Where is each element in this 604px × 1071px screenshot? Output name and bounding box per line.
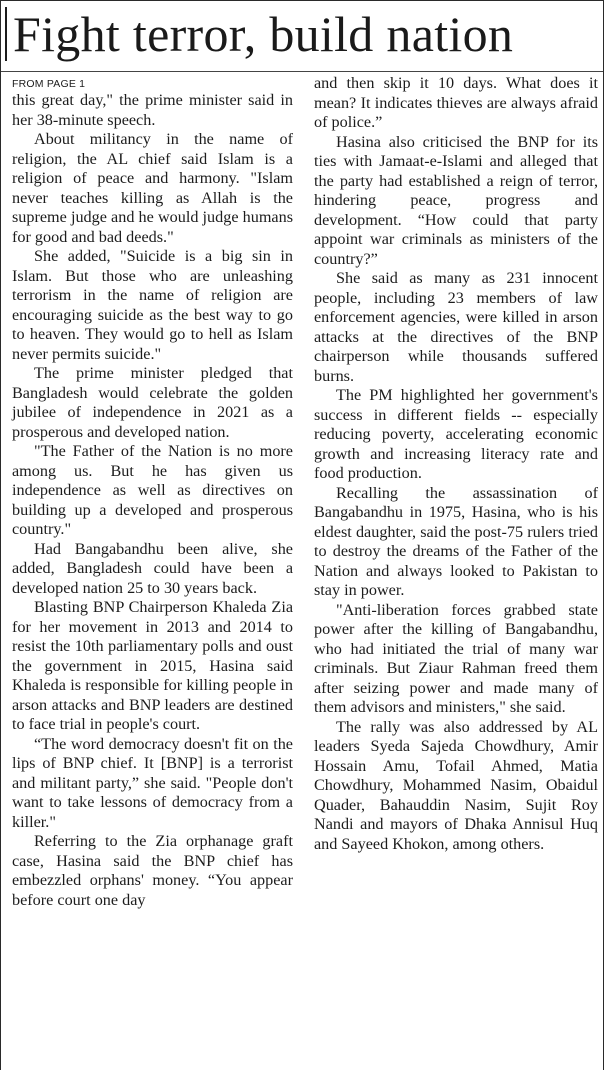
paragraph: She said as many as 231 innocent people, including 23 members of law enforcement agencies, were killed in arson attacks at the directives of the BNP chairperson while thousands suffered burns. — [314, 269, 598, 385]
paragraph: "Anti-liberation forces grabbed state power after the killing of Bangabandhu, who had initiated the trial of many war criminals. But Ziaur Rahman freed them after seizing power and made many of them advisors and ministers," she said. — [314, 600, 598, 716]
paragraph: “The word democracy doesn't fit on the lips of BNP chief. It [BNP] is a terrorist and militant party,” she said. "People don't want to take lessons of democracy from a killer." — [12, 734, 293, 831]
paragraph: Recalling the assassination of Bangabandhu in 1975, Hasina, who is his eldest daughter, said the post-75 rulers tried to destroy the dreams of the Father of the Nation and always looked to Pakistan to stay in power. — [314, 483, 598, 599]
paragraph: "The Father of the Nation is no more among us. But he has given us independence as well as directives on building up a developed and prosperous country." — [12, 442, 293, 538]
paragraph: The PM highlighted her government's success in different fields -- especially reducing poverty, accelerating economic growth and increasing literacy rate and food production. — [314, 386, 598, 482]
paragraph: Referring to the Zia orphanage graft case, Hasina said the BNP chief has embezzled orphans' money. “You appear before court one day — [12, 832, 293, 909]
article-body — [12, 74, 598, 910]
headline: Fight terror, build nation — [5, 7, 604, 61]
paragraph: She added, "Suicide is a big sin in Islam. But those who are unleashing terrorism in the name of religion are encouraging suicide as the best way to go to heaven. They would go to hell as Islam never permits suicide." — [12, 247, 293, 363]
paragraph: Blasting BNP Chairperson Khaleda Zia for her movement in 2013 and 2014 to resist the 10th parliamentary polls and oust the government in 2015, Hasina said Khaleda is responsible for killing people in arson attacks and BNP leaders are destined to face trial in people's court. — [12, 598, 293, 733]
right-column — [314, 74, 598, 910]
paragraph: Hasina also criticised the BNP for its ties with Jamaat-e-Islami and alleged that the party had established a reign of terror, hindering peace, progress and development. “How could that party appoint war criminals as ministers of the country?” — [314, 132, 598, 268]
paragraph: and then skip it 10 days. What does it mean? It indicates thieves are always afraid of police.” — [314, 74, 598, 131]
paragraph: The prime minister pledged that Bangladesh would celebrate the golden jubilee of independence in 2021 as a prosperous and developed nation. — [12, 364, 293, 441]
paragraph: About militancy in the name of religion, the AL chief said Islam is a religion of peace and harmony. "Islam never teaches killing as Allah is the supreme judge and he would judge humans for good and bad deeds." — [12, 130, 293, 246]
headline-rule — [1, 71, 603, 72]
paragraph: this great day," the prime minister said in her 38-minute speech. — [12, 91, 293, 129]
paragraph: The rally was also addressed by AL leaders Syeda Sajeda Chowdhury, Amir Hossain Amu, Tofail Ahmed, Matia Chowdhury, Mohammed Nasim, Obaidul Quader, Bahauddin Nasim, Sujit Roy Nandi and mayors of Dhaka Annisul Huq and Sayeed Khokon, among others. — [314, 717, 598, 853]
paragraph: Had Bangabandhu been alive, she added, Bangladesh could have been a developed nation 25 to 30 years back. — [12, 539, 293, 597]
dateline: FROM PAGE 1 — [12, 78, 86, 90]
left-column — [12, 74, 293, 910]
